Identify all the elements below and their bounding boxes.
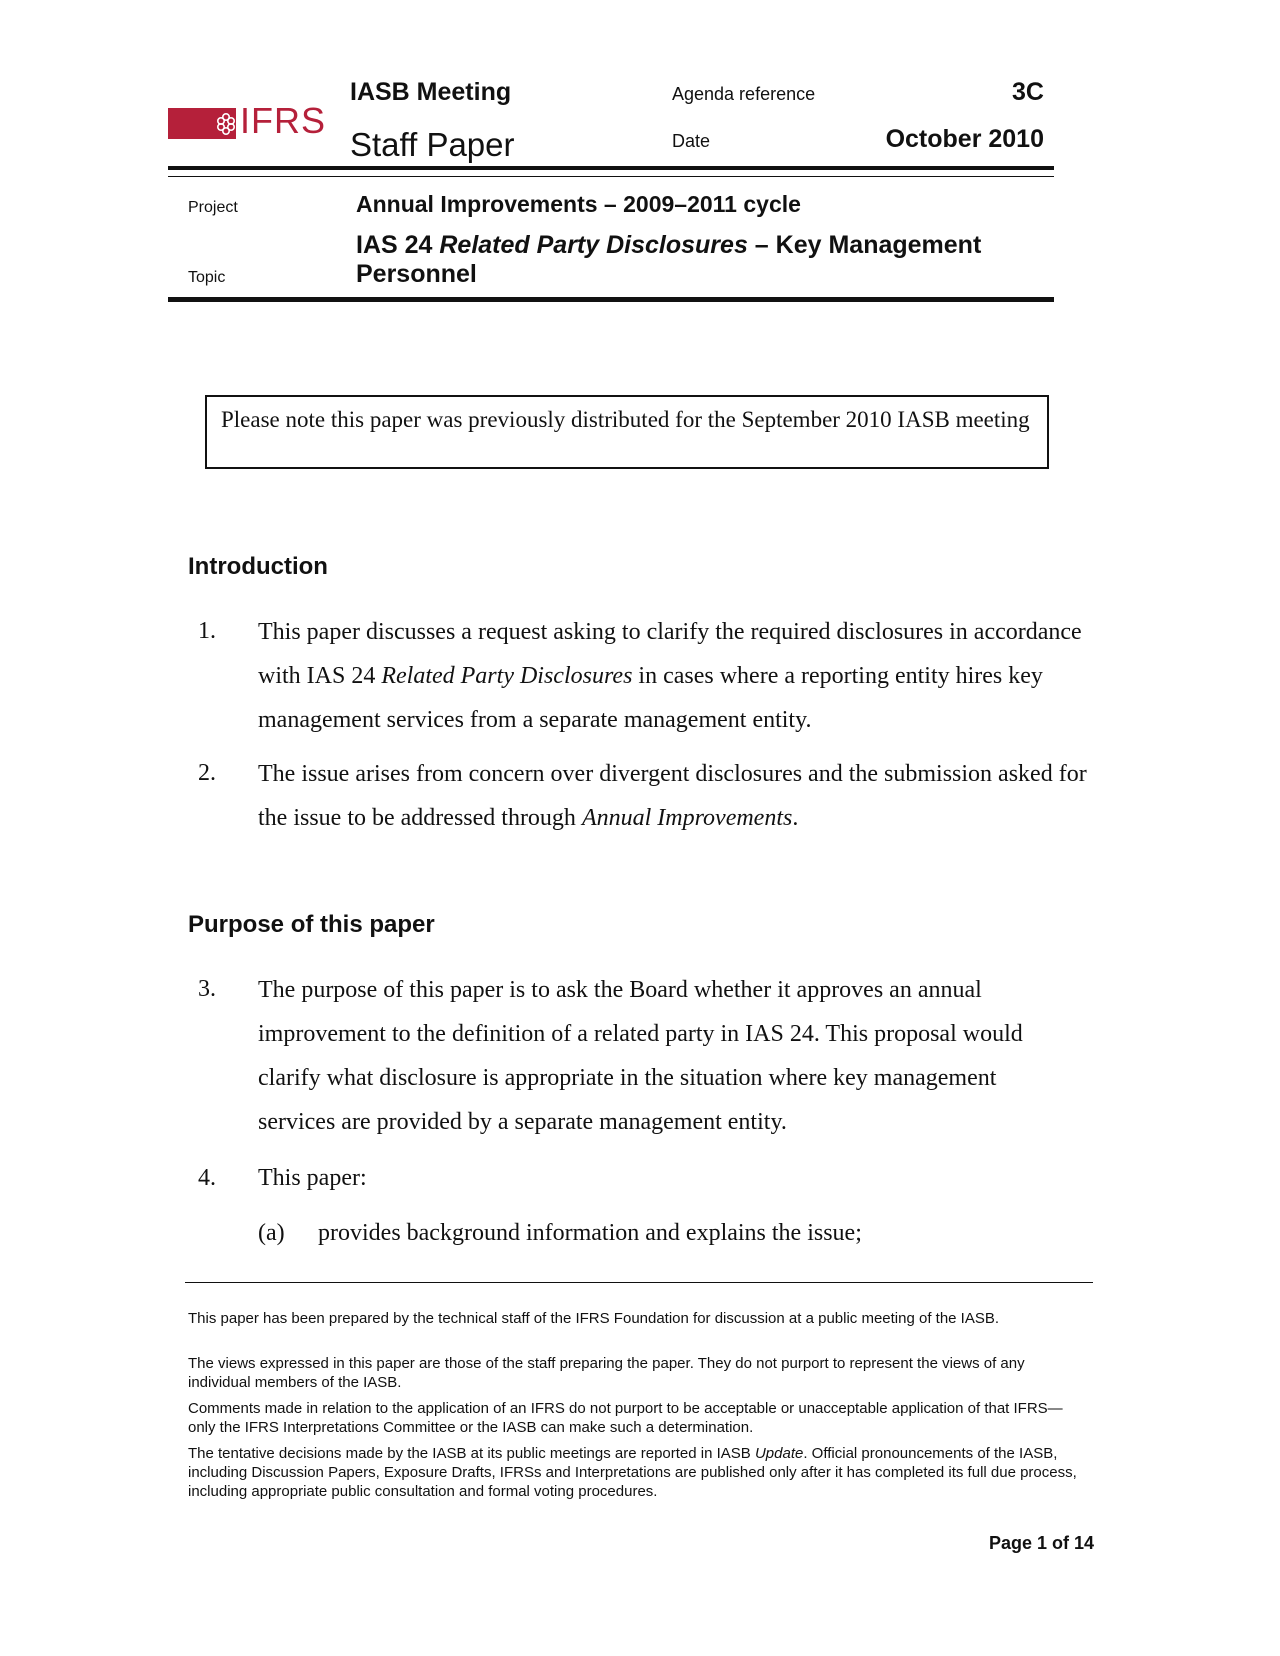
paragraph-text: .	[792, 805, 799, 831]
header-rule-thin	[168, 176, 1054, 177]
footer-text: . Official pronouncements of the IASB, including Discussion Papers, Exposure Drafts, IFRSs and Interpretations are published only after it has completed its full due process, including appropriate public consultation and formal voting procedures.	[188, 1445, 1077, 1500]
footer-note-1: This paper has been prepared by the technical staff of the IFRS Foundation for discussion at a public meeting of the IASB.	[188, 1310, 1000, 1327]
footer-note-4	[188, 1444, 1088, 1501]
purpose-heading: Purpose of this paper	[188, 911, 435, 938]
footer-note-2: The views expressed in this paper are those of the staff preparing the paper. They do not purport to represent the views of any individual members of the IASB.	[188, 1355, 1025, 1391]
paragraph-4: This paper:	[258, 1165, 367, 1191]
topic-label: Topic	[188, 269, 226, 286]
list-item-marker: (a)	[258, 1220, 285, 1246]
footer-rule	[185, 1282, 1093, 1283]
footer-italic: Update	[754, 1445, 804, 1462]
topic-rule	[168, 297, 1054, 302]
topic-value	[356, 231, 1036, 289]
header-rule-thick	[168, 166, 1054, 170]
paper-type: Staff Paper	[350, 126, 515, 163]
topic-italic: Related Party Disclosures	[439, 231, 748, 259]
paragraph-number: 3.	[198, 976, 216, 1002]
ifrs-logo-text: IFRS	[240, 100, 327, 141]
paragraph-italic: Annual Improvements	[581, 805, 793, 831]
agenda-reference-value: 3C	[1012, 78, 1044, 106]
paragraph-text: This paper discusses a request asking to clarify the required disclosures in accordance with IAS 24	[258, 619, 1082, 689]
distribution-note: Please note this paper was previously distributed for the September 2010 IASB meeting	[205, 395, 1049, 469]
paragraph-text: in cases where a reporting entity hires key management services from a separate management entity.	[258, 663, 1043, 733]
paragraph-number: 2.	[198, 760, 216, 786]
agenda-reference-label: Agenda reference	[672, 84, 816, 104]
topic-suffix: – Key Management Personnel	[356, 231, 982, 288]
meeting-title: IASB Meeting	[350, 78, 512, 106]
date-value: October 2010	[885, 125, 1044, 153]
date-label: Date	[672, 131, 711, 151]
footer-text: The tentative decisions made by the IASB at its public meetings are reported in IASB	[188, 1445, 755, 1462]
paragraph-2	[258, 752, 1108, 840]
paragraph-number: 1.	[198, 618, 216, 644]
introduction-heading: Introduction	[188, 553, 328, 580]
paragraph-text: The issue arises from concern over divergent disclosures and the submission asked for the issue to be addressed through	[258, 761, 1087, 831]
paragraph-number: 4.	[198, 1165, 216, 1191]
project-label: Project	[188, 199, 238, 216]
project-value: Annual Improvements – 2009–2011 cycle	[356, 191, 801, 217]
topic-prefix: IAS 24	[356, 231, 440, 259]
list-item-a: provides background information and explains the issue;	[318, 1220, 862, 1246]
page-number: Page 1 of 14	[988, 1533, 1094, 1553]
paragraph-italic: Related Party Disclosures	[381, 663, 633, 689]
ifrs-logo-icon	[213, 108, 239, 139]
paragraph-1	[258, 610, 1098, 742]
footer-note-3: Comments made in relation to the application of an IFRS do not purport to be acceptable or unacceptable application of that IFRS—only the IFRS Interpretations Committee or the IASB can make such a determination.	[188, 1400, 1063, 1436]
paragraph-3: The purpose of this paper is to ask the Board whether it approves an annual improvement to the definition of a related party in IAS 24. This proposal would clarify what disclosure is appropriate in the situation where key management services are provided by a separate management entity.	[258, 977, 1023, 1135]
